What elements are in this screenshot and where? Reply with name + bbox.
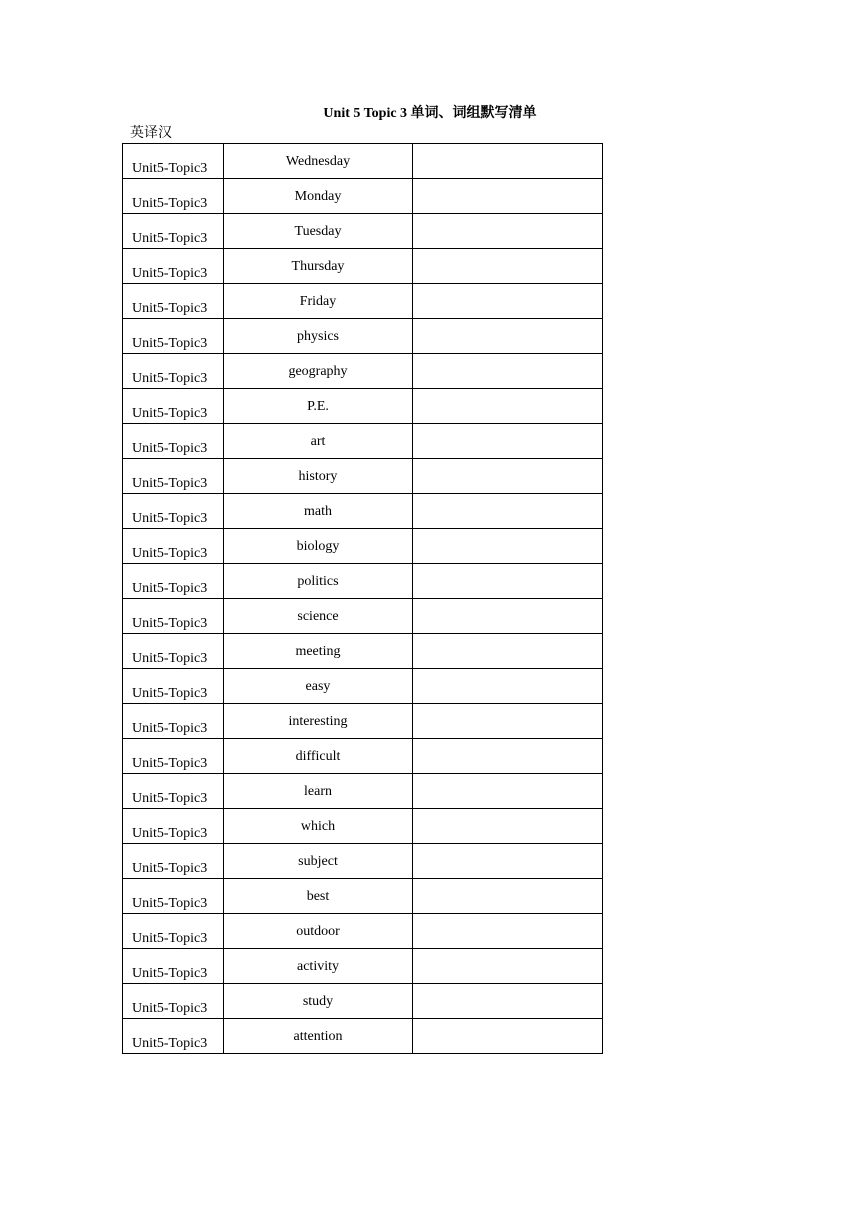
- answer-cell[interactable]: [413, 669, 603, 704]
- word-cell: interesting: [224, 704, 413, 739]
- table-row: [123, 354, 603, 389]
- word-cell: best: [224, 879, 413, 914]
- answer-cell[interactable]: [413, 529, 603, 564]
- word-cell: attention: [224, 1019, 413, 1054]
- unit-cell: Unit5-Topic3: [123, 949, 224, 984]
- unit-cell: Unit5-Topic3: [123, 214, 224, 249]
- unit-cell: Unit5-Topic3: [123, 879, 224, 914]
- table-row: [123, 459, 603, 494]
- word-cell: math: [224, 494, 413, 529]
- word-cell: history: [224, 459, 413, 494]
- unit-cell: Unit5-Topic3: [123, 354, 224, 389]
- answer-cell[interactable]: [413, 599, 603, 634]
- word-cell: meeting: [224, 634, 413, 669]
- table-row: [123, 704, 603, 739]
- unit-cell: Unit5-Topic3: [123, 669, 224, 704]
- word-cell: Monday: [224, 179, 413, 214]
- unit-cell: Unit5-Topic3: [123, 599, 224, 634]
- table-row: [123, 599, 603, 634]
- unit-cell: Unit5-Topic3: [123, 634, 224, 669]
- vocabulary-table: [122, 143, 603, 1054]
- table-row: [123, 144, 603, 179]
- unit-cell: Unit5-Topic3: [123, 389, 224, 424]
- unit-cell: Unit5-Topic3: [123, 249, 224, 284]
- answer-cell[interactable]: [413, 354, 603, 389]
- unit-cell: Unit5-Topic3: [123, 704, 224, 739]
- table-row: [123, 739, 603, 774]
- unit-cell: Unit5-Topic3: [123, 179, 224, 214]
- table-row: [123, 984, 603, 1019]
- answer-cell[interactable]: [413, 564, 603, 599]
- table-row: [123, 424, 603, 459]
- table-row: [123, 914, 603, 949]
- table-row: [123, 634, 603, 669]
- table-row: [123, 564, 603, 599]
- unit-cell: Unit5-Topic3: [123, 844, 224, 879]
- answer-cell[interactable]: [413, 249, 603, 284]
- word-cell: biology: [224, 529, 413, 564]
- word-cell: science: [224, 599, 413, 634]
- unit-cell: Unit5-Topic3: [123, 1019, 224, 1054]
- page-title: Unit 5 Topic 3 单词、词组默写清单: [323, 106, 537, 121]
- table-row: [123, 284, 603, 319]
- word-cell: subject: [224, 844, 413, 879]
- answer-cell[interactable]: [413, 494, 603, 529]
- answer-cell[interactable]: [413, 809, 603, 844]
- word-cell: physics: [224, 319, 413, 354]
- vocabulary-table-body: [123, 144, 603, 1054]
- unit-cell: Unit5-Topic3: [123, 494, 224, 529]
- word-cell: study: [224, 984, 413, 1019]
- unit-cell: Unit5-Topic3: [123, 319, 224, 354]
- table-row: [123, 1019, 603, 1054]
- answer-cell[interactable]: [413, 424, 603, 459]
- word-cell: easy: [224, 669, 413, 704]
- unit-cell: Unit5-Topic3: [123, 914, 224, 949]
- answer-cell[interactable]: [413, 389, 603, 424]
- word-cell: Tuesday: [224, 214, 413, 249]
- word-cell: difficult: [224, 739, 413, 774]
- unit-cell: Unit5-Topic3: [123, 284, 224, 319]
- table-row: [123, 389, 603, 424]
- unit-cell: Unit5-Topic3: [123, 809, 224, 844]
- table-row: [123, 214, 603, 249]
- answer-cell[interactable]: [413, 284, 603, 319]
- answer-cell[interactable]: [413, 634, 603, 669]
- section-label: 英译汉: [130, 126, 172, 141]
- word-cell: Thursday: [224, 249, 413, 284]
- answer-cell[interactable]: [413, 914, 603, 949]
- unit-cell: Unit5-Topic3: [123, 529, 224, 564]
- table-row: [123, 879, 603, 914]
- word-cell: geography: [224, 354, 413, 389]
- table-row: [123, 669, 603, 704]
- unit-cell: Unit5-Topic3: [123, 144, 224, 179]
- answer-cell[interactable]: [413, 144, 603, 179]
- table-row: [123, 249, 603, 284]
- word-cell: politics: [224, 564, 413, 599]
- unit-cell: Unit5-Topic3: [123, 739, 224, 774]
- table-row: [123, 179, 603, 214]
- table-row: [123, 529, 603, 564]
- word-cell: art: [224, 424, 413, 459]
- answer-cell[interactable]: [413, 984, 603, 1019]
- word-cell: Friday: [224, 284, 413, 319]
- word-cell: learn: [224, 774, 413, 809]
- answer-cell[interactable]: [413, 214, 603, 249]
- word-cell: activity: [224, 949, 413, 984]
- table-row: [123, 809, 603, 844]
- answer-cell[interactable]: [413, 179, 603, 214]
- answer-cell[interactable]: [413, 459, 603, 494]
- unit-cell: Unit5-Topic3: [123, 984, 224, 1019]
- unit-cell: Unit5-Topic3: [123, 459, 224, 494]
- unit-cell: Unit5-Topic3: [123, 774, 224, 809]
- answer-cell[interactable]: [413, 949, 603, 984]
- answer-cell[interactable]: [413, 739, 603, 774]
- answer-cell[interactable]: [413, 879, 603, 914]
- word-cell: which: [224, 809, 413, 844]
- table-row: [123, 774, 603, 809]
- answer-cell[interactable]: [413, 1019, 603, 1054]
- unit-cell: Unit5-Topic3: [123, 564, 224, 599]
- word-cell: outdoor: [224, 914, 413, 949]
- answer-cell[interactable]: [413, 774, 603, 809]
- table-row: [123, 319, 603, 354]
- word-cell: P.E.: [224, 389, 413, 424]
- table-row: [123, 844, 603, 879]
- answer-cell[interactable]: [413, 844, 603, 879]
- word-cell: Wednesday: [224, 144, 413, 179]
- answer-cell[interactable]: [413, 319, 603, 354]
- table-row: [123, 494, 603, 529]
- answer-cell[interactable]: [413, 704, 603, 739]
- unit-cell: Unit5-Topic3: [123, 424, 224, 459]
- table-row: [123, 949, 603, 984]
